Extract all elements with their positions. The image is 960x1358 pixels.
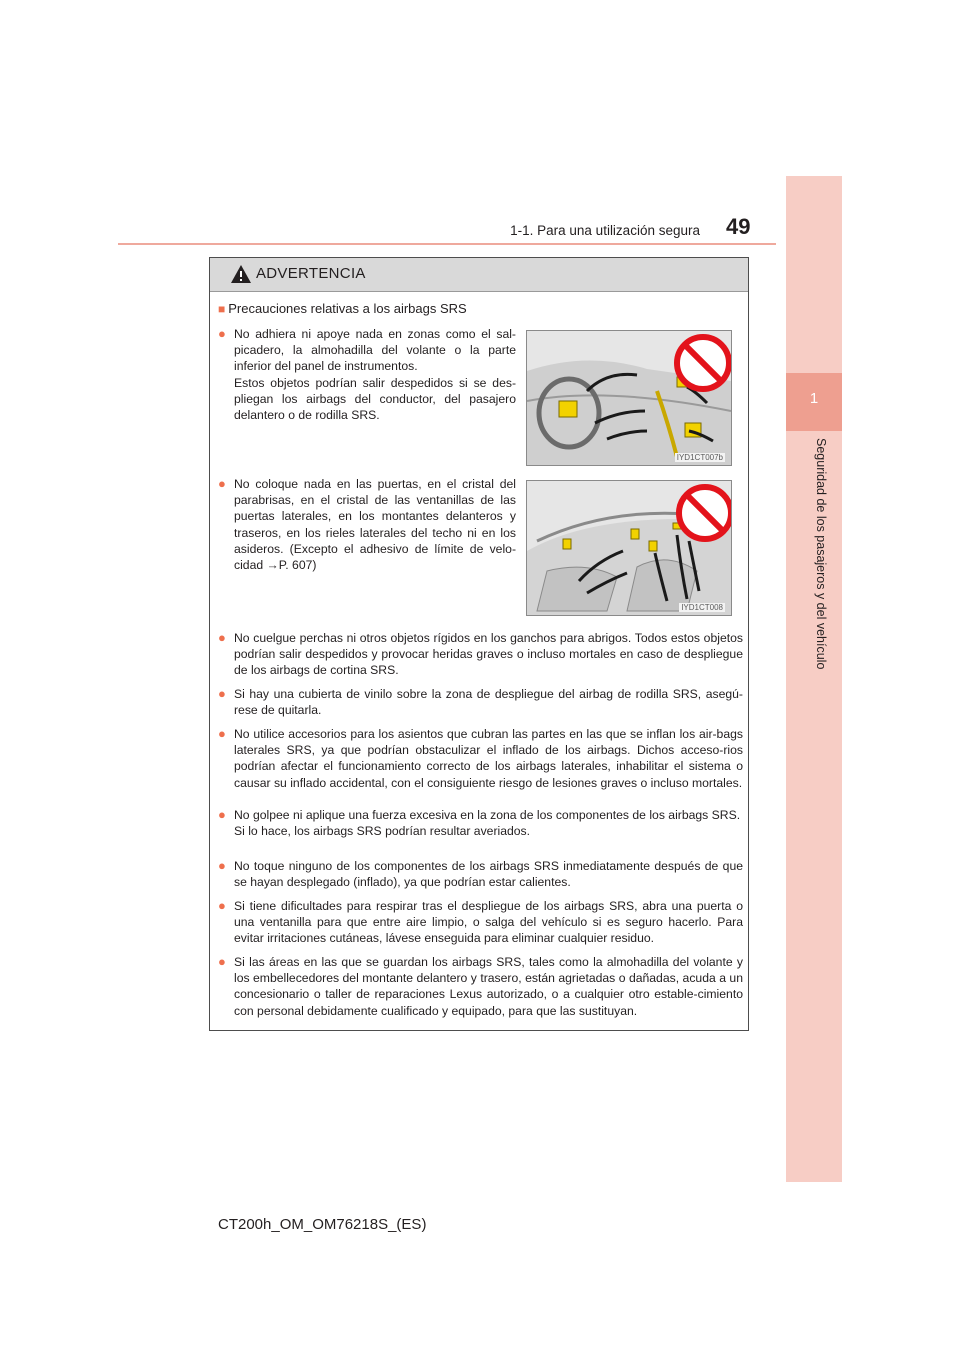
bullet-icon: ● <box>218 476 226 491</box>
interior-illustration <box>527 481 731 615</box>
list-item <box>218 858 743 890</box>
item-text: Si las áreas en las que se guardan los airbags SRS, tales como la almohadilla del volante y los embellecedores del montante delantero y trasero, están agrietadas o dañadas, acuda a un concesionario o taller de reparaciones Lexus autorizado, o a cualquier otro estable-cimiento con personal debidamente cualificado y equipado, para que las sustituyan. <box>234 955 743 1018</box>
page-number: 49 <box>726 214 751 239</box>
figure-dashboard <box>526 330 732 466</box>
chapter-title: Seguridad de los pasajeros y del vehículo <box>814 438 828 670</box>
item-text: No toque ninguno de los componentes de los airbags SRS inmediatamente después de que se hayan desplegado (inflado), ya que podrían estar calientes. <box>234 859 743 890</box>
figure-interior <box>526 480 732 616</box>
list-item <box>218 326 516 423</box>
running-header: 1-1. Para una utilización segura <box>510 223 700 238</box>
item-continuation: Estos objetos podrían salir despedidos si se des-pliegan los airbags del conductor, del pasajero delantero o de rodilla SRS. <box>234 375 516 423</box>
list-item <box>218 686 743 718</box>
square-bullet-icon: ■ <box>218 302 226 316</box>
dashboard-illustration <box>527 331 731 465</box>
document-code: CT200h_OM_OM76218S_(ES) <box>218 1216 427 1233</box>
figure-code: IYD1CT008 <box>681 603 723 612</box>
item-text: No golpee ni aplique una fuerza excesiva en la zona de los componentes de los airbags SRS. <box>234 808 741 822</box>
item-text: No coloque nada en las puertas, en el cristal del parabrisas, en el cristal de las ventanillas de las puertas laterales, en los montantes delanteros y traseros, en los rieles laterales del techo ni en los asideros. (Excepto el adhesivo de límite de velo-cidad →P. 607) <box>234 477 516 573</box>
item-continuation: Si lo hace, los airbags SRS podrían resultar averiados. <box>234 824 531 839</box>
bullet-icon: ● <box>218 858 226 873</box>
chapter-number: 1 <box>809 390 819 407</box>
warning-header <box>210 258 748 292</box>
item-text: No utilice accesorios para los asientos que cubran las partes en las que se inflan los air-bags laterales SRS, ya que podrían obstaculizar el inflado de los airbags. Dichos acceso-rios podrían afectar el funcionamiento correcto de los airbags laterales, inhabilitar el sistema o causar su inflado accidental, con el consiguiente riesgo de lesiones graves o incluso mortales. <box>234 727 743 790</box>
item-text: No adhiera ni apoye nada en zonas como el sal-picadero, la almohadilla del volante o la parte inferior del panel de instrumentos. <box>234 327 516 374</box>
item-text: No cuelgue perchas ni otros objetos rígidos en los ganchos para abrigos. Todos estos objetos podrían salir despedidos y provocar heridas graves o incluso mortales en caso de despliegue de los airbags de cortina SRS. <box>234 631 743 678</box>
item-text: Si tiene dificultades para respirar tras el despliegue de los airbags SRS, abra una puerta o una ventanilla para que entre aire limpio, o salga del vehículo si es seguro hacerlo. Para evitar irritaciones cutáneas, lávese enseguida para eliminar cualquier residuo. <box>234 899 743 946</box>
warning-box <box>209 257 749 1031</box>
bullet-icon: ● <box>218 326 226 341</box>
list-item <box>218 898 743 947</box>
list-item <box>218 954 743 1019</box>
figure-code: IYD1CT007b <box>676 453 723 462</box>
list-item <box>218 807 743 839</box>
bullet-icon: ● <box>218 898 226 913</box>
bullet-icon: ● <box>218 954 226 969</box>
bullet-icon: ● <box>218 726 226 741</box>
section-heading-text: Precauciones relativas a los airbags SRS <box>228 301 467 316</box>
header-divider <box>118 243 776 245</box>
list-item <box>218 726 743 791</box>
item-text: Si hay una cubierta de vinilo sobre la zona de despliegue del airbag de rodilla SRS, asegú-rese de quitarla. <box>234 687 743 718</box>
chapter-side-tab <box>786 176 842 1182</box>
list-item <box>218 476 516 573</box>
bullet-icon: ● <box>218 630 226 645</box>
bullet-icon: ● <box>218 807 226 822</box>
warning-triangle-icon <box>230 264 252 284</box>
section-heading <box>218 301 467 316</box>
bullet-icon: ● <box>218 686 226 701</box>
warning-title: ADVERTENCIA <box>256 265 366 282</box>
list-item <box>218 630 743 679</box>
